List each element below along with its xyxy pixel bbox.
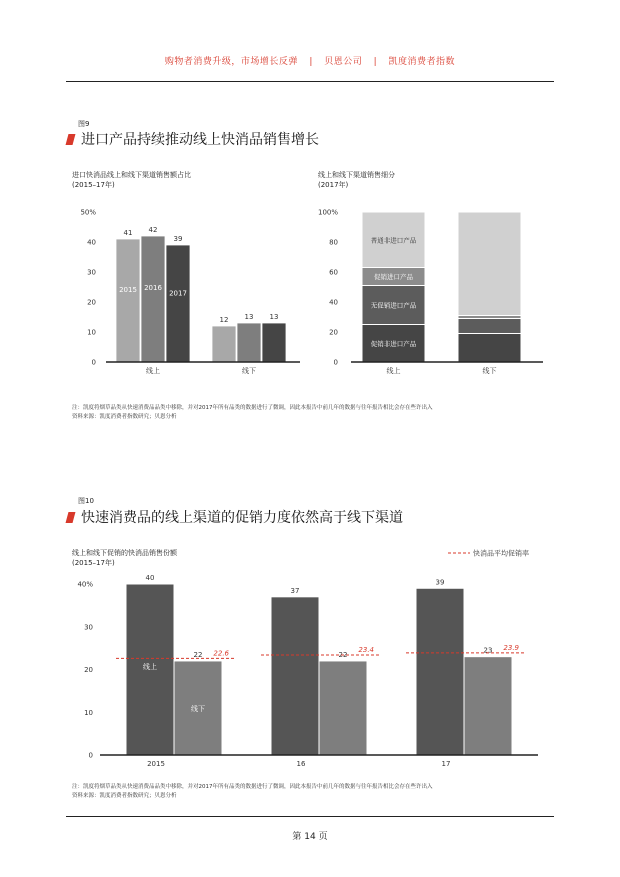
x-tick-label: 线上 [386, 367, 401, 375]
x-tick-label: 17 [441, 760, 451, 768]
bar [262, 323, 286, 362]
data-label: 23 [483, 646, 493, 655]
bar [237, 323, 261, 362]
bar [212, 326, 236, 362]
footnote: 注：凯度将烟草品类从快速消费品品类中移除，并对2017年所有品类的数据进行了微调，因此本报告中前几年的数据与往年报告相比会存在些许出入 [72, 784, 433, 790]
series-label: 2016 [144, 284, 162, 293]
series-label: 2017 [169, 289, 187, 298]
y-tick-label: 0 [333, 358, 338, 367]
y-tick-label: 20 [87, 298, 96, 307]
data-label: 40 [145, 574, 155, 582]
stacked-bar-segment [458, 212, 521, 316]
title-marker-icon [66, 512, 76, 523]
legend-label: 快消品平均促销率 [473, 549, 529, 558]
header-item: 贝恩公司 [324, 57, 363, 67]
bar [166, 245, 190, 362]
footnote: 注：凯度将烟草品类从快速消费品品类中移除，并对2017年所有品类的数据进行了微调，因此本报告中前几年的数据与往年报告相比会存在些许出入 [72, 405, 433, 411]
data-label: 12 [219, 316, 229, 324]
page-header [0, 54, 620, 67]
data-label: 22 [193, 650, 203, 659]
figure9-title [67, 129, 319, 149]
x-tick-label: 线下 [482, 367, 497, 375]
footer-divider [66, 816, 554, 817]
y-tick-label: 40% [77, 580, 93, 589]
chart-years: (2015–17年) [72, 181, 115, 189]
y-tick-label: 50% [80, 208, 96, 217]
segment-label: 无促销进口产品 [370, 301, 417, 310]
chart-title: 线上和线下渠道销售细分 [318, 171, 395, 179]
bar [271, 597, 319, 755]
y-tick-label: 80 [329, 238, 338, 247]
x-tick-label: 线上 [146, 367, 160, 375]
header-divider [66, 81, 554, 82]
segment-label: 普通非进口产品 [370, 236, 417, 245]
chart-title: 进口快消品线上和线下渠道销售额占比 [72, 171, 191, 179]
average-label: 22.6 [213, 649, 229, 658]
figure10-title-text: 快速消费品的线上渠道的促销力度依然高于线下渠道 [81, 510, 403, 526]
figure10-footnotes [72, 783, 433, 801]
data-label: 39 [173, 235, 183, 243]
y-tick-label: 60 [329, 268, 338, 277]
x-tick-label: 2015 [147, 760, 165, 768]
segment-label: 促销非进口产品 [370, 339, 417, 348]
y-tick-label: 40 [329, 298, 338, 307]
average-label: 23.4 [358, 645, 374, 654]
series-label: 线上 [143, 663, 157, 671]
source-note: 资料来源：凯度消费者指数研究；贝恩分析 [72, 793, 177, 799]
data-label: 41 [123, 229, 133, 237]
chart-title: 线上和线下促销的快消品销售份额 [72, 549, 177, 557]
y-tick-label: 30 [87, 268, 96, 277]
figure10-label: 图10 [78, 497, 94, 505]
data-label: 37 [290, 586, 300, 595]
y-tick-label: 30 [84, 623, 93, 632]
data-label: 13 [269, 313, 279, 321]
figure9-right-chart [305, 200, 555, 380]
header-item: 凯度消费者指数 [388, 57, 456, 67]
figure9-right-subtitle [318, 170, 395, 190]
figure9-footnotes [72, 404, 433, 422]
chart-years: (2017年) [318, 181, 349, 189]
bar [141, 236, 165, 362]
y-tick-label: 10 [84, 708, 93, 717]
figure9-left-subtitle [72, 170, 191, 190]
y-tick-label: 100% [317, 208, 338, 217]
x-tick-label: 16 [296, 760, 306, 768]
data-label: 22 [338, 650, 348, 659]
header-separator: | [309, 57, 313, 67]
y-tick-label: 0 [88, 751, 93, 760]
bar [319, 661, 367, 755]
x-tick-label: 线下 [242, 367, 256, 375]
page-number: 第 14 页 [292, 832, 328, 842]
series-label: 2015 [119, 285, 137, 294]
average-label: 23.9 [503, 643, 519, 652]
figure9-title-text: 进口产品持续推动线上快消品销售增长 [81, 132, 319, 148]
figure10-title [67, 507, 403, 527]
figure9-label: 图9 [78, 120, 90, 128]
data-label: 39 [435, 578, 445, 587]
bar [416, 588, 464, 755]
data-label: 42 [148, 226, 158, 234]
figure9-left-chart [60, 200, 310, 380]
header-item: 购物者消费升级，市场增长反弹 [164, 57, 298, 67]
chart-years: (2015–17年) [72, 559, 115, 567]
header-separator: | [373, 57, 378, 67]
series-label: 线下 [191, 704, 205, 713]
y-tick-label: 0 [91, 358, 96, 367]
segment-label: 促销进口产品 [374, 273, 413, 281]
y-tick-label: 20 [329, 328, 338, 337]
stacked-bar-segment [458, 334, 521, 363]
figure10-chart [60, 545, 560, 775]
bar [116, 239, 140, 362]
y-tick-label: 40 [87, 238, 96, 247]
data-label: 13 [244, 313, 254, 321]
bar [464, 657, 512, 755]
stacked-bar-segment [458, 319, 521, 334]
y-tick-label: 20 [84, 666, 93, 674]
y-tick-label: 10 [87, 328, 96, 337]
source-note: 资料来源：凯度消费者指数研究；贝恩分析 [72, 414, 177, 420]
title-marker-icon [66, 134, 76, 145]
